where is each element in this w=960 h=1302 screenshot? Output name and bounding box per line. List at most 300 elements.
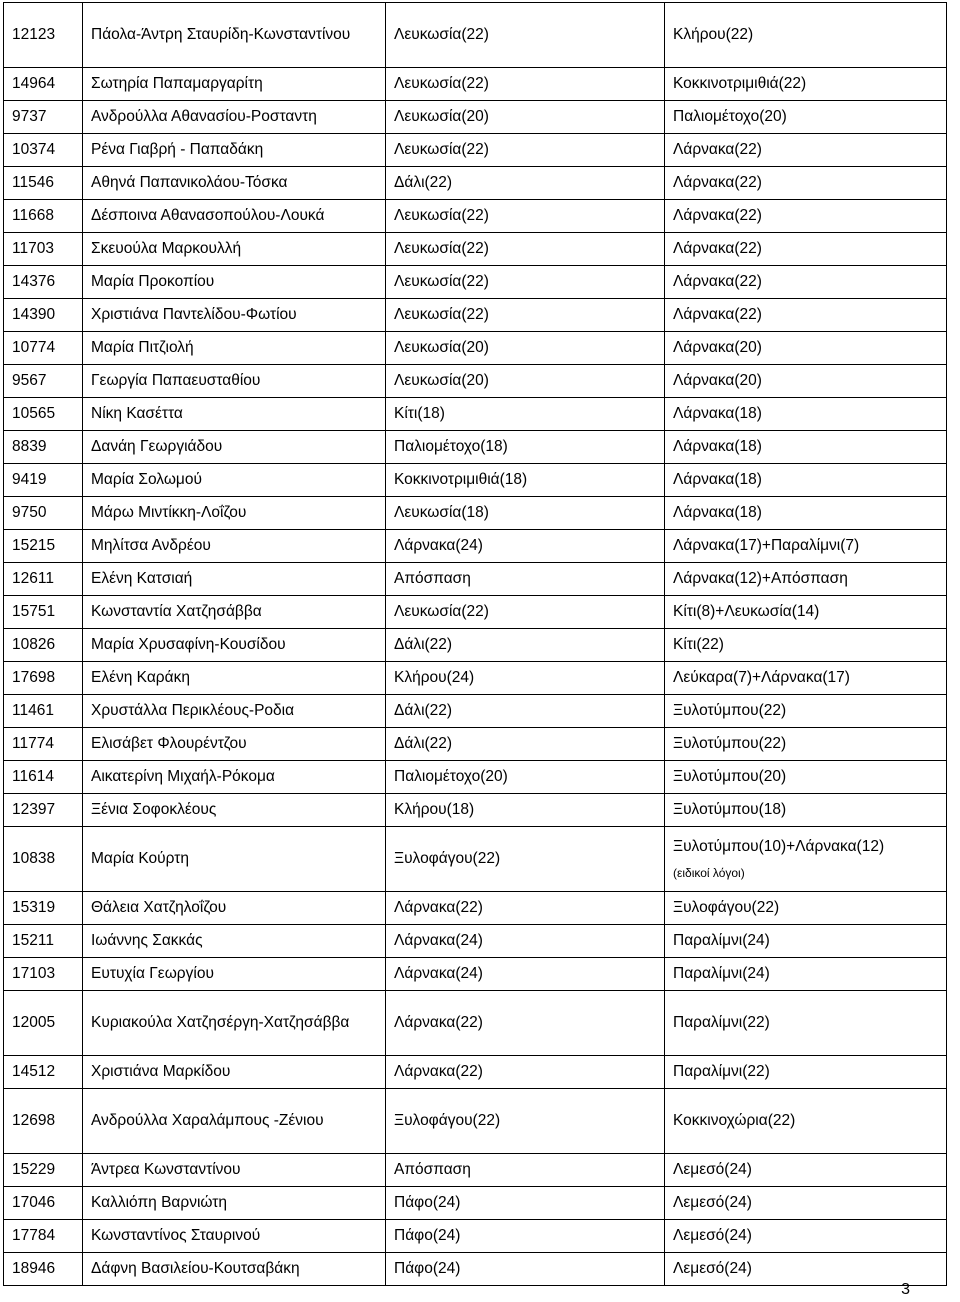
destination-school-cell [665,101,947,134]
destination-school-text: Κοκκινοτριμιθιά(22) [673,75,807,92]
origin-school-cell [386,200,665,233]
teacher-id-cell [4,958,83,991]
destination-school-text: Λάρνακα(22) [673,141,762,158]
destination-school-cell [665,398,947,431]
destination-school-cell [665,233,947,266]
destination-school-cell [665,662,947,695]
teacher-id-cell [4,167,83,200]
teacher-name-text: Αικατερίνη Μιχαήλ-Ρόκομα [91,768,275,785]
table-row [4,892,947,925]
origin-school-cell [386,827,665,892]
table-row [4,794,947,827]
origin-school-text: Λευκωσία(20) [394,108,489,125]
origin-school-cell [386,1089,665,1154]
teacher-id-cell [4,761,83,794]
destination-school-text: Παλιομέτοχο(20) [673,108,787,125]
teacher-name-text: Ξένια Σοφοκλέους [91,801,217,818]
teacher-id-cell [4,3,83,68]
teacher-id-cell [4,299,83,332]
teacher-name-text: Πάολα-Άντρη Σταυρίδη-Κωνσταντίνου [91,26,351,43]
origin-school-cell [386,299,665,332]
destination-school-cell [665,958,947,991]
teacher-id-text: 10774 [12,339,56,356]
origin-school-text: Παλιομέτοχο(18) [394,438,508,455]
teacher-name-cell [83,827,386,892]
origin-school-cell [386,431,665,464]
origin-school-text: Ξυλοφάγου(22) [394,850,501,867]
origin-school-text: Λάρνακα(22) [394,899,483,916]
teacher-id-text: 17103 [12,965,56,982]
teacher-name-text: Ανδρούλλα Αθανασίου-Ροσταντη [91,108,317,125]
destination-school-text: Λεμεσό(24) [673,1161,752,1178]
teacher-name-cell [83,1220,386,1253]
origin-school-cell [386,497,665,530]
table-row [4,596,947,629]
origin-school-text: Δάλι(22) [394,174,453,191]
teacher-id-cell [4,1154,83,1187]
teacher-id-text: 17698 [12,669,56,686]
teacher-name-text: Ρένα Γιαβρή - Παπαδάκη [91,141,264,158]
teacher-id-text: 10838 [12,850,56,867]
teacher-id-cell [4,1253,83,1286]
destination-school-cell [665,299,947,332]
destination-school-text: Λάρνακα(18) [673,438,762,455]
table-row [4,266,947,299]
teacher-name-cell [83,1154,386,1187]
destination-school-text: Λάρνακα(20) [673,372,762,389]
origin-school-text: Λευκωσία(22) [394,75,489,92]
destination-school-cell [665,596,947,629]
table-row [4,728,947,761]
destination-school-text: Λεμεσό(24) [673,1227,752,1244]
teacher-id-text: 14376 [12,273,56,290]
destination-school-text: Ξυλοτύμπου(10)+Λάρνακα(12) [673,838,885,855]
destination-school-cell [665,991,947,1056]
table-row [4,200,947,233]
teacher-name-cell [83,563,386,596]
teacher-id-text: 12611 [12,570,54,587]
origin-school-text: Παλιομέτοχο(20) [394,768,508,785]
teacher-name-text: Μηλίτσα Ανδρέου [91,537,211,554]
teacher-name-cell [83,266,386,299]
destination-school-text: Λεύκαρα(7)+Λάρνακα(17) [673,669,850,686]
teacher-id-text: 10374 [12,141,56,158]
destination-school-cell [665,1056,947,1089]
destination-school-cell [665,925,947,958]
destination-school-cell [665,629,947,662]
destination-school-text: Παραλίμνι(24) [673,932,770,949]
teacher-name-cell [83,431,386,464]
destination-school-text: Λάρνακα(12)+Απόσπαση [673,570,848,587]
table-row [4,925,947,958]
table-row [4,134,947,167]
origin-school-cell [386,596,665,629]
teacher-name-cell [83,761,386,794]
teacher-name-text: Σωτηρία Παπαμαργαρίτη [91,75,263,92]
teacher-id-text: 11774 [12,735,54,752]
origin-school-cell [386,530,665,563]
teacher-name-cell [83,728,386,761]
destination-school-cell [665,1220,947,1253]
teacher-id-cell [4,596,83,629]
teacher-id-cell [4,728,83,761]
teacher-id-text: 11546 [12,174,54,191]
destination-school-cell [665,1154,947,1187]
teacher-id-text: 14512 [12,1063,56,1080]
origin-school-text: Απόσπαση [394,570,471,587]
origin-school-cell [386,398,665,431]
teacher-id-cell [4,563,83,596]
teacher-name-text: Χριστιάνα Μαρκίδου [91,1063,231,1080]
teacher-name-cell [83,233,386,266]
table-row [4,167,947,200]
origin-school-text: Λάρνακα(24) [394,965,483,982]
teacher-id-text: 11461 [12,702,54,719]
teacher-name-text: Δέσποινα Αθανασοπούλου-Λουκά [91,207,325,224]
origin-school-text: Λευκωσία(20) [394,372,489,389]
origin-school-text: Κλήρου(18) [394,801,475,818]
teacher-id-cell [4,134,83,167]
destination-school-text: Λάρνακα(20) [673,339,762,356]
teacher-name-text: Μαρία Χρυσαφίνη-Κουσίδου [91,636,286,653]
origin-school-cell [386,728,665,761]
transfer-table [3,2,947,1286]
destination-school-text: Λεμεσό(24) [673,1194,752,1211]
destination-school-text: Κοκκινοχώρια(22) [673,1112,796,1129]
teacher-id-cell [4,200,83,233]
origin-school-text: Λευκωσία(22) [394,207,489,224]
page-number: 3 [901,1281,910,1298]
origin-school-cell [386,134,665,167]
destination-school-cell [665,167,947,200]
teacher-name-cell [83,662,386,695]
origin-school-cell [386,1220,665,1253]
table-row [4,662,947,695]
destination-school-text: Παραλίμνι(22) [673,1014,770,1031]
teacher-id-cell [4,101,83,134]
teacher-id-text: 14964 [12,75,56,92]
teacher-id-cell [4,530,83,563]
table-row [4,991,947,1056]
table-row [4,1187,947,1220]
origin-school-text: Κίτι(18) [394,405,445,422]
origin-school-text: Λευκωσία(20) [394,339,489,356]
teacher-id-text: 12123 [12,26,56,43]
table-row [4,563,947,596]
teacher-id-text: 15319 [12,899,56,916]
teacher-name-text: Καλλιόπη Βαρνιώτη [91,1194,228,1211]
origin-school-cell [386,365,665,398]
teacher-id-text: 11614 [12,768,54,785]
transfer-table-body [4,3,947,1286]
table-row [4,365,947,398]
teacher-name-text: Ευτυχία Γεωργίου [91,965,214,982]
table-row [4,530,947,563]
teacher-id-cell [4,233,83,266]
teacher-id-cell [4,1056,83,1089]
teacher-name-text: Μαρία Κούρτη [91,850,189,867]
teacher-id-text: 15215 [12,537,56,554]
teacher-id-cell [4,431,83,464]
teacher-name-cell [83,101,386,134]
destination-school-cell [665,134,947,167]
teacher-id-text: 15751 [12,603,56,620]
teacher-id-text: 12698 [12,1112,56,1129]
table-row [4,398,947,431]
destination-school-cell [665,761,947,794]
origin-school-cell [386,464,665,497]
origin-school-cell [386,167,665,200]
destination-school-text: Ξυλοτύμπου(22) [673,702,787,719]
teacher-name-text: Δάφνη Βασιλείου-Κουτσαβάκη [91,1260,300,1277]
teacher-id-text: 10826 [12,636,56,653]
origin-school-text: Λευκωσία(22) [394,273,489,290]
teacher-name-text: Ελένη Κατσιαή [91,570,193,587]
table-row [4,1253,947,1286]
teacher-id-text: 9737 [12,108,47,125]
origin-school-cell [386,991,665,1056]
teacher-name-text: Μαρία Σολωμού [91,471,202,488]
teacher-id-cell [4,827,83,892]
teacher-name-cell [83,365,386,398]
table-row [4,464,947,497]
destination-school-cell [665,464,947,497]
destination-school-cell [665,1187,947,1220]
table-row [4,629,947,662]
origin-school-text: Κλήρου(24) [394,669,475,686]
destination-school-text: Κλήρου(22) [673,26,754,43]
destination-school-text: Παραλίμνι(24) [673,965,770,982]
teacher-id-text: 17046 [12,1194,56,1211]
destination-school-text: Λάρνακα(18) [673,471,762,488]
destination-school-text: Λάρνακα(22) [673,240,762,257]
origin-school-text: Λευκωσία(22) [394,240,489,257]
teacher-id-cell [4,662,83,695]
table-row [4,827,947,892]
destination-school-cell [665,431,947,464]
teacher-name-cell [83,1187,386,1220]
origin-school-text: Πάφο(24) [394,1260,461,1277]
teacher-name-cell [83,1089,386,1154]
teacher-name-cell [83,1253,386,1286]
destination-school-cell [665,563,947,596]
destination-school-cell [665,695,947,728]
destination-school-text: Λάρνακα(22) [673,273,762,290]
destination-school-text: Ξυλοτύμπου(20) [673,768,787,785]
teacher-id-text: 14390 [12,306,56,323]
destination-school-text: Κίτι(22) [673,636,724,653]
origin-school-text: Λευκωσία(22) [394,26,489,43]
teacher-name-cell [83,695,386,728]
teacher-name-text: Χρυστάλλα Περικλέους-Ροδια [91,702,295,719]
teacher-id-text: 11668 [12,207,54,224]
teacher-id-text: 15211 [12,932,54,949]
table-row [4,497,947,530]
teacher-id-cell [4,695,83,728]
origin-school-cell [386,629,665,662]
teacher-name-text: Κυριακούλα Χατζησέργη-Χατζησάββα [91,1014,350,1031]
teacher-id-text: 9419 [12,471,47,488]
origin-school-cell [386,1253,665,1286]
table-row [4,431,947,464]
origin-school-cell [386,794,665,827]
origin-school-cell [386,892,665,925]
teacher-name-text: Ελένη Καράκη [91,669,190,686]
origin-school-cell [386,761,665,794]
origin-school-cell [386,925,665,958]
origin-school-text: Απόσπαση [394,1161,471,1178]
teacher-id-cell [4,1187,83,1220]
origin-school-text: Ξυλοφάγου(22) [394,1112,501,1129]
destination-school-text: Λάρνακα(22) [673,306,762,323]
teacher-name-cell [83,596,386,629]
teacher-id-text: 17784 [12,1227,56,1244]
teacher-name-cell [83,134,386,167]
table-row [4,1154,947,1187]
teacher-name-cell [83,464,386,497]
teacher-name-cell [83,68,386,101]
destination-school-text: Λάρνακα(22) [673,207,762,224]
destination-school-text: Λάρνακα(22) [673,174,762,191]
teacher-name-text: Άντρεα Κωνσταντίνου [91,1161,241,1178]
origin-school-cell [386,563,665,596]
teacher-id-text: 9750 [12,504,47,521]
origin-school-cell [386,1154,665,1187]
teacher-name-cell [83,925,386,958]
origin-school-text: Δάλι(22) [394,735,453,752]
teacher-name-text: Ανδρούλλα Χαραλάμπους -Ζένιου [91,1112,324,1129]
origin-school-text: Λάρνακα(24) [394,932,483,949]
teacher-name-cell [83,794,386,827]
teacher-name-cell [83,1056,386,1089]
origin-school-cell [386,101,665,134]
origin-school-cell [386,695,665,728]
teacher-name-text: Κωνσταντία Χατζησάββα [91,603,262,620]
teacher-id-text: 12397 [12,801,56,818]
table-row [4,1220,947,1253]
teacher-name-text: Αθηνά Παπανικολάου-Τόσκα [91,174,288,191]
destination-school-text: Λάρνακα(18) [673,504,762,521]
destination-school-cell [665,68,947,101]
teacher-id-text: 8839 [12,438,47,455]
table-row [4,1056,947,1089]
destination-school-cell [665,497,947,530]
teacher-name-text: Μάρω Μιντίκκη-Λοΐζου [91,504,247,521]
origin-school-cell [386,233,665,266]
teacher-id-text: 15229 [12,1161,56,1178]
origin-school-cell [386,1056,665,1089]
origin-school-text: Λάρνακα(22) [394,1063,483,1080]
teacher-id-cell [4,1220,83,1253]
table-row [4,101,947,134]
table-row [4,3,947,68]
teacher-name-cell [83,497,386,530]
destination-school-cell [665,365,947,398]
teacher-name-cell [83,991,386,1056]
destination-school-text: Λάρνακα(17)+Παραλίμνι(7) [673,537,860,554]
teacher-name-cell [83,299,386,332]
destination-school-cell [665,827,947,892]
table-row [4,695,947,728]
destination-school-cell [665,332,947,365]
teacher-name-cell [83,3,386,68]
teacher-name-cell [83,958,386,991]
origin-school-text: Λάρνακα(22) [394,1014,483,1031]
destination-school-cell [665,794,947,827]
teacher-name-text: Μαρία Πιτζιολή [91,339,194,356]
destination-school-text: Ξυλοτύμπου(22) [673,735,787,752]
teacher-name-text: Θάλεια Χατζηλοΐζου [91,899,227,916]
origin-school-text: Πάφο(24) [394,1194,461,1211]
teacher-name-cell [83,629,386,662]
teacher-name-cell [83,530,386,563]
teacher-id-cell [4,464,83,497]
destination-school-text: Παραλίμνι(22) [673,1063,770,1080]
table-row [4,332,947,365]
teacher-name-text: Χριστιάνα Παντελίδου-Φωτίου [91,306,297,323]
origin-school-text: Λευκωσία(18) [394,504,489,521]
teacher-name-text: Μαρία Προκοπίου [91,273,215,290]
destination-school-text: Λεμεσό(24) [673,1260,752,1277]
table-row [4,1089,947,1154]
teacher-id-cell [4,629,83,662]
teacher-name-text: Σκευούλα Μαρκουλλή [91,240,242,257]
teacher-id-text: 10565 [12,405,56,422]
table-row [4,68,947,101]
origin-school-cell [386,1187,665,1220]
teacher-name-cell [83,167,386,200]
destination-school-cell [665,3,947,68]
table-row [4,233,947,266]
origin-school-text: Δάλι(22) [394,636,453,653]
destination-school-text: Ξυλοτύμπου(18) [673,801,787,818]
origin-school-cell [386,68,665,101]
teacher-id-text: 18946 [12,1260,56,1277]
teacher-id-text: 12005 [12,1014,56,1031]
teacher-name-text: Δανάη Γεωργιάδου [91,438,223,455]
teacher-id-cell [4,925,83,958]
origin-school-cell [386,266,665,299]
origin-school-text: Λευκωσία(22) [394,306,489,323]
origin-school-cell [386,3,665,68]
origin-school-text: Λευκωσία(22) [394,603,489,620]
teacher-name-cell [83,398,386,431]
origin-school-cell [386,332,665,365]
teacher-id-cell [4,68,83,101]
destination-school-text: Κίτι(8)+Λευκωσία(14) [673,603,820,620]
teacher-id-cell [4,794,83,827]
teacher-name-cell [83,200,386,233]
table-row [4,761,947,794]
teacher-id-cell [4,1089,83,1154]
destination-school-cell [665,892,947,925]
destination-school-text: Λάρνακα(18) [673,405,762,422]
destination-school-cell [665,728,947,761]
teacher-id-text: 9567 [12,372,47,389]
origin-school-text: Κοκκινοτριμιθιά(18) [394,471,528,488]
table-row [4,958,947,991]
teacher-id-cell [4,365,83,398]
teacher-id-cell [4,892,83,925]
teacher-name-text: Ελισάβετ Φλουρέντζου [91,735,247,752]
destination-school-cell [665,1089,947,1154]
table-row [4,299,947,332]
teacher-name-text: Ιωάννης Σακκάς [91,932,203,949]
teacher-name-cell [83,892,386,925]
destination-school-cell [665,266,947,299]
teacher-id-cell [4,497,83,530]
teacher-id-cell [4,398,83,431]
